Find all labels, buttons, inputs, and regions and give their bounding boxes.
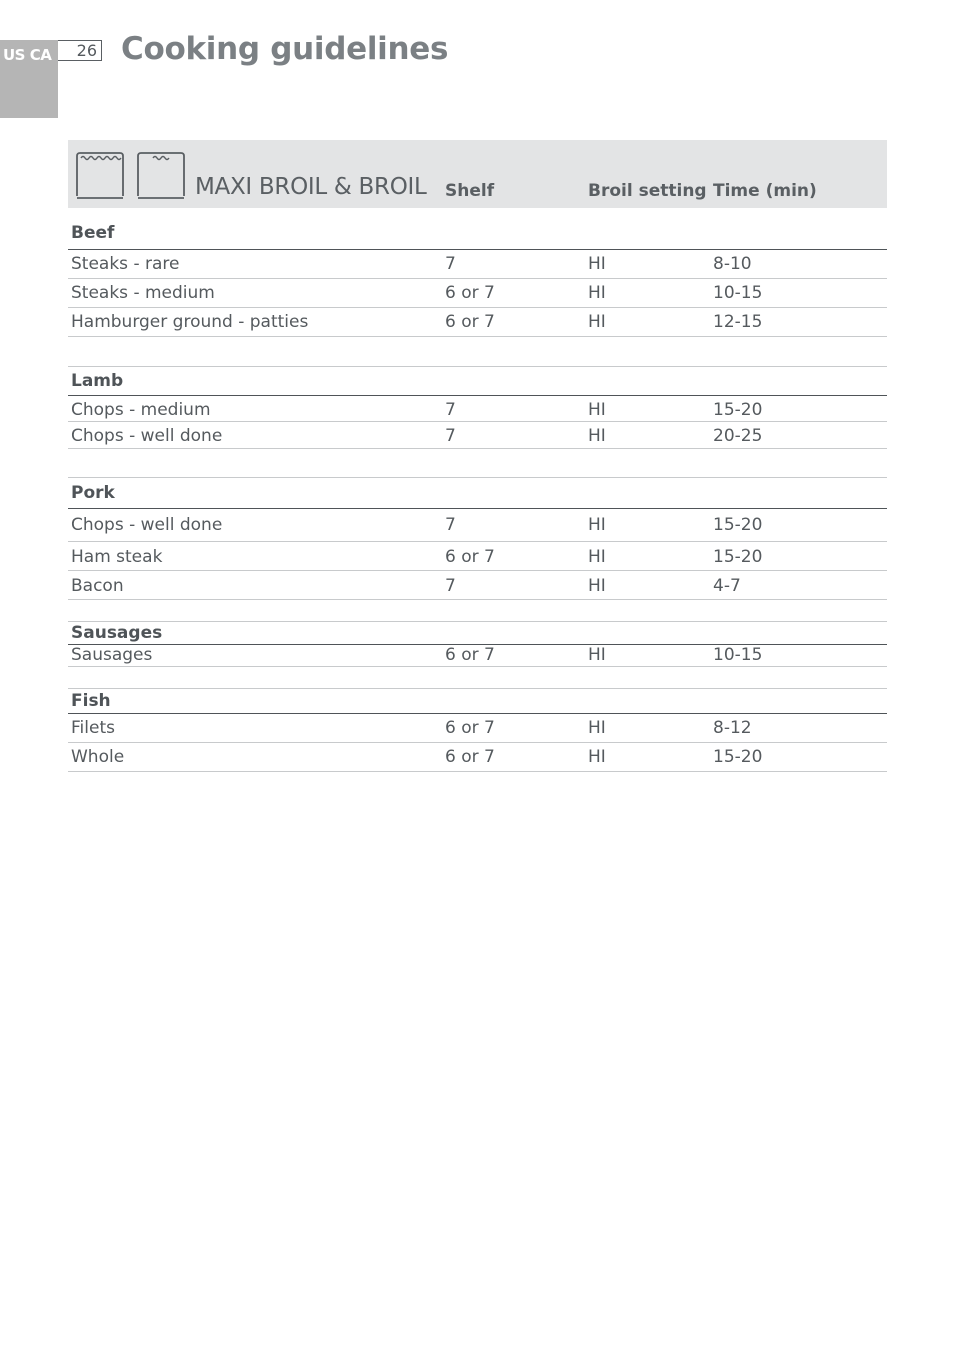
shelf-cell: 6 or 7	[445, 547, 495, 567]
column-header-shelf: Shelf	[445, 181, 495, 201]
page-number: 26	[58, 40, 102, 61]
food-cell: Bacon	[71, 576, 124, 596]
shelf-cell: 7	[445, 515, 456, 535]
row-rule	[68, 771, 887, 772]
food-cell: Chops - well done	[71, 515, 223, 535]
shelf-cell: 6 or 7	[445, 718, 495, 738]
broil-setting-cell: HI	[588, 283, 606, 303]
broil-setting-cell: HI	[588, 645, 606, 665]
shelf-cell: 7	[445, 426, 456, 446]
shelf-cell: 7	[445, 400, 456, 420]
row-rule	[68, 541, 887, 542]
food-cell: Filets	[71, 718, 115, 738]
category-label: Fish	[71, 691, 111, 711]
time-cell: 15-20	[713, 515, 763, 535]
food-cell: Whole	[71, 747, 125, 767]
category-rule	[68, 249, 887, 250]
time-cell: 8-12	[713, 718, 752, 738]
row-rule	[68, 742, 887, 743]
food-cell: Ham steak	[71, 547, 163, 567]
cooking-table	[68, 140, 887, 767]
broil-setting-cell: HI	[588, 576, 606, 596]
time-cell: 15-20	[713, 547, 763, 567]
time-cell: 4-7	[713, 576, 741, 596]
broil-setting-cell: HI	[588, 547, 606, 567]
shelf-cell: 7	[445, 576, 456, 596]
row-rule	[68, 570, 887, 571]
food-cell: Steaks - rare	[71, 254, 180, 274]
food-cell: Steaks - medium	[71, 283, 215, 303]
broil-setting-cell: HI	[588, 515, 606, 535]
category-label: Lamb	[71, 371, 124, 391]
shelf-cell: 6 or 7	[445, 747, 495, 767]
food-cell: Hamburger ground - patties	[71, 312, 309, 332]
time-cell: 12-15	[713, 312, 763, 332]
section-top-rule	[68, 688, 887, 689]
category-label: Pork	[71, 483, 115, 503]
time-cell: 15-20	[713, 400, 763, 420]
broil-setting-cell: HI	[588, 254, 606, 274]
row-rule	[68, 307, 887, 308]
page-title: Cooking guidelines	[121, 31, 449, 67]
section-top-rule	[68, 477, 887, 478]
broil-setting-cell: HI	[588, 312, 606, 332]
time-cell: 10-15	[713, 283, 763, 303]
column-header-broil-setting: Broil setting	[588, 181, 707, 201]
food-cell: Sausages	[71, 645, 153, 665]
region-label: US CA	[3, 46, 52, 64]
table-header	[68, 140, 887, 208]
category-rule	[68, 713, 887, 714]
row-rule	[68, 599, 887, 600]
row-rule	[68, 448, 887, 449]
category-rule	[68, 508, 887, 509]
function-name: MAXI BROIL & BROIL	[195, 174, 427, 200]
row-rule	[68, 421, 887, 422]
food-cell: Chops - medium	[71, 400, 211, 420]
shelf-cell: 7	[445, 254, 456, 274]
category-label: Beef	[71, 223, 115, 243]
category-rule	[68, 395, 887, 396]
food-cell: Chops - well done	[71, 426, 223, 446]
shelf-cell: 6 or 7	[445, 283, 495, 303]
broil-icon	[137, 152, 185, 200]
row-rule	[68, 336, 887, 337]
section-top-rule	[68, 366, 887, 367]
category-label: Sausages	[71, 623, 163, 643]
time-cell: 10-15	[713, 645, 763, 665]
row-rule	[68, 666, 887, 667]
maxi-broil-icon	[76, 152, 124, 200]
section-top-rule	[68, 621, 887, 622]
broil-setting-cell: HI	[588, 718, 606, 738]
time-cell: 15-20	[713, 747, 763, 767]
shelf-cell: 6 or 7	[445, 312, 495, 332]
broil-setting-cell: HI	[588, 747, 606, 767]
row-rule	[68, 278, 887, 279]
shelf-cell: 6 or 7	[445, 645, 495, 665]
broil-setting-cell: HI	[588, 426, 606, 446]
broil-setting-cell: HI	[588, 400, 606, 420]
column-header-time: Time (min)	[713, 181, 817, 201]
time-cell: 8-10	[713, 254, 752, 274]
time-cell: 20-25	[713, 426, 763, 446]
